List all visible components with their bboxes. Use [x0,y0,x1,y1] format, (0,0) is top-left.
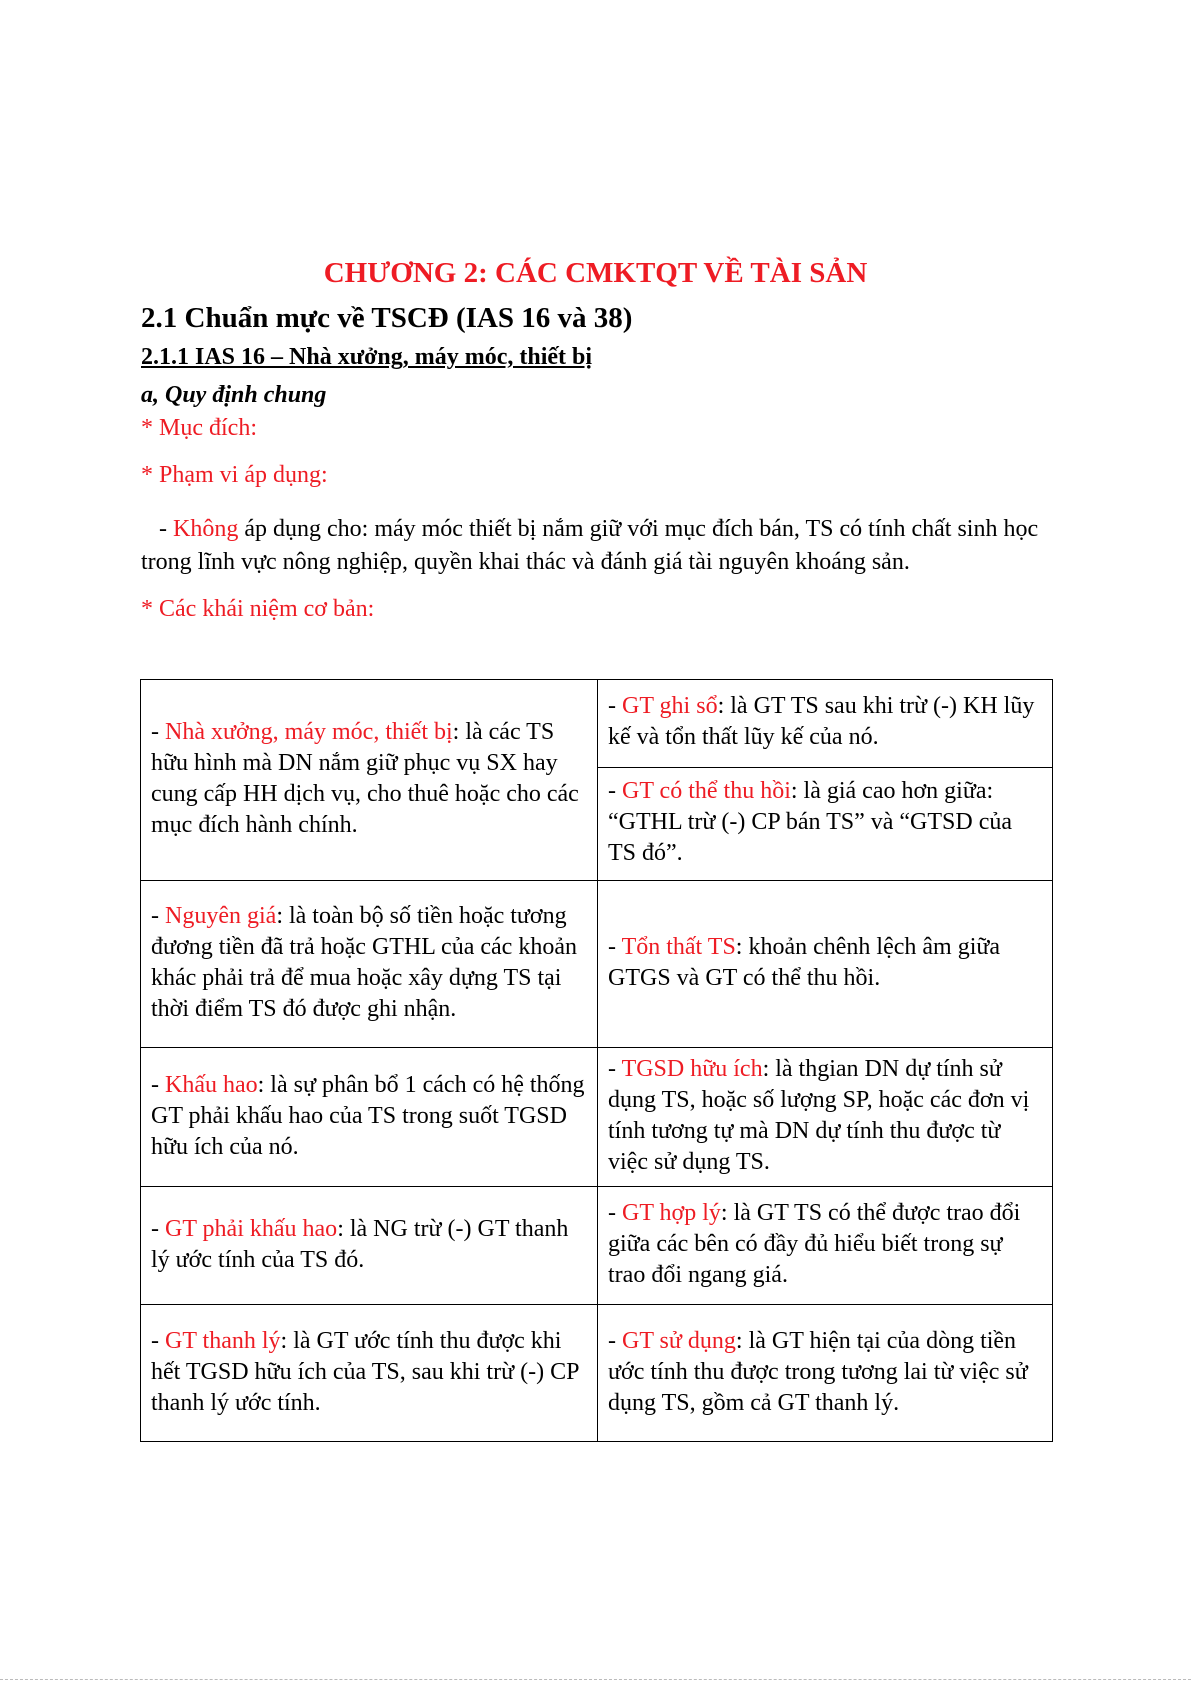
definition-ppe: - Nhà xưởng, máy móc, thiết bị: là các TS hữu hình mà DN nắm giữ phục vụ SX hay cung cấp HH dịch vụ, cho thuê hoặc cho các mục đích hành chính. [141,680,598,881]
table-row [141,1187,1053,1305]
definition-depreciation: - Khấu hao: là sự phân bổ 1 cách có hệ thống GT phải khấu hao của TS trong suốt TGSD hữu ích của nó. [141,1048,598,1187]
definition-impairment: - Tổn thất TS: khoản chênh lệch âm giữa GTGS và GT có thể thu hồi. [598,881,1053,1048]
scope-red-word: Không [173,516,239,542]
definition-depreciable-value: - GT phải khấu hao: là NG trừ (-) GT thanh lý ước tính của TS đó. [141,1187,598,1305]
term-residual-value: GT thanh lý [165,1327,281,1354]
table-row [141,1305,1053,1442]
term-ppe: Nhà xưởng, máy móc, thiết bị [165,719,453,745]
scope-paragraph [141,513,1051,579]
definition-cost: - Nguyên giá: là toàn bộ số tiền hoặc tương đương tiền đã trả hoặc GTHL của các khoản khác phải trả để mua hoặc xây dựng TS tại thời điểm TS đó được ghi nhận. [141,881,598,1048]
section-title: 2.1 Chuẩn mực về TSCĐ (IAS 16 và 38) [141,302,633,334]
definition-useful-life: - TGSD hữu ích: là thgian DN dự tính sử dụng TS, hoặc số lượng SP, hoặc các đơn vị tính tương tự mà DN dự tính thu được từ việc sử dụng TS. [598,1048,1053,1187]
definitions-table [140,679,1053,1442]
definition-residual-value: - GT thanh lý: là GT ước tính thu được khi hết TGSD hữu ích của TS, sau khi trừ (-) CP thanh lý ước tính. [141,1305,598,1442]
scope-rest: áp dụng cho: máy móc thiết bị nắm giữ với mục đích bán, TS có tính chất sinh học trong lĩnh vực nông nghiệp, quyền khai thác và đánh giá tài nguyên khoáng sản. [141,516,1039,575]
table-row [141,881,1053,1048]
term-fair-value: GT hợp lý [622,1200,721,1226]
purpose-label: * Mục đích: [141,415,257,441]
term-depreciable-value: GT phải khấu hao [165,1215,338,1242]
term-carrying-value: GT ghi sổ [622,693,718,720]
subsection-title: 2.1.1 IAS 16 – Nhà xưởng, máy móc, thiết bị [141,344,593,370]
scope-label: * Phạm vi áp dụng: [141,462,328,488]
table-row [141,1048,1053,1187]
scope-dash: - [159,516,173,542]
definition-fair-value: - GT hợp lý: là GT TS có thể được trao đổi giữa các bên có đầy đủ hiểu biết trong sự trao đổi ngang giá. [598,1187,1053,1305]
definition-carrying-value: - GT ghi sổ: là GT TS sau khi trừ (-) KH lũy kế và tổn thất lũy kế của nó. [598,680,1053,768]
chapter-title: CHƯƠNG 2: CÁC CMKTQT VỀ TÀI SẢN [323,257,868,289]
term-depreciation: Khấu hao [165,1071,258,1098]
page-bottom-border [0,1679,1191,1682]
term-impairment: Tổn thất TS [621,934,736,960]
term-cost: Nguyên giá [165,903,277,929]
table-row [141,680,1053,768]
term-value-in-use: GT sử dụng [622,1327,736,1354]
term-useful-life: TGSD hữu ích [621,1056,763,1082]
sub-heading: a, Quy định chung [141,382,327,408]
definition-value-in-use: - GT sử dụng: là GT hiện tại của dòng tiền ước tính thu được trong tương lai từ việc sử dụng TS, gồm cả GT thanh lý. [598,1305,1053,1442]
definition-recoverable-value: - GT có thể thu hồi: là giá cao hơn giữa: “GTHL trừ (-) CP bán TS” và “GTSD của TS đó”. [598,767,1053,880]
concepts-label: * Các khái niệm cơ bản: [141,596,375,622]
term-recoverable-value: GT có thể thu hồi [622,778,791,805]
